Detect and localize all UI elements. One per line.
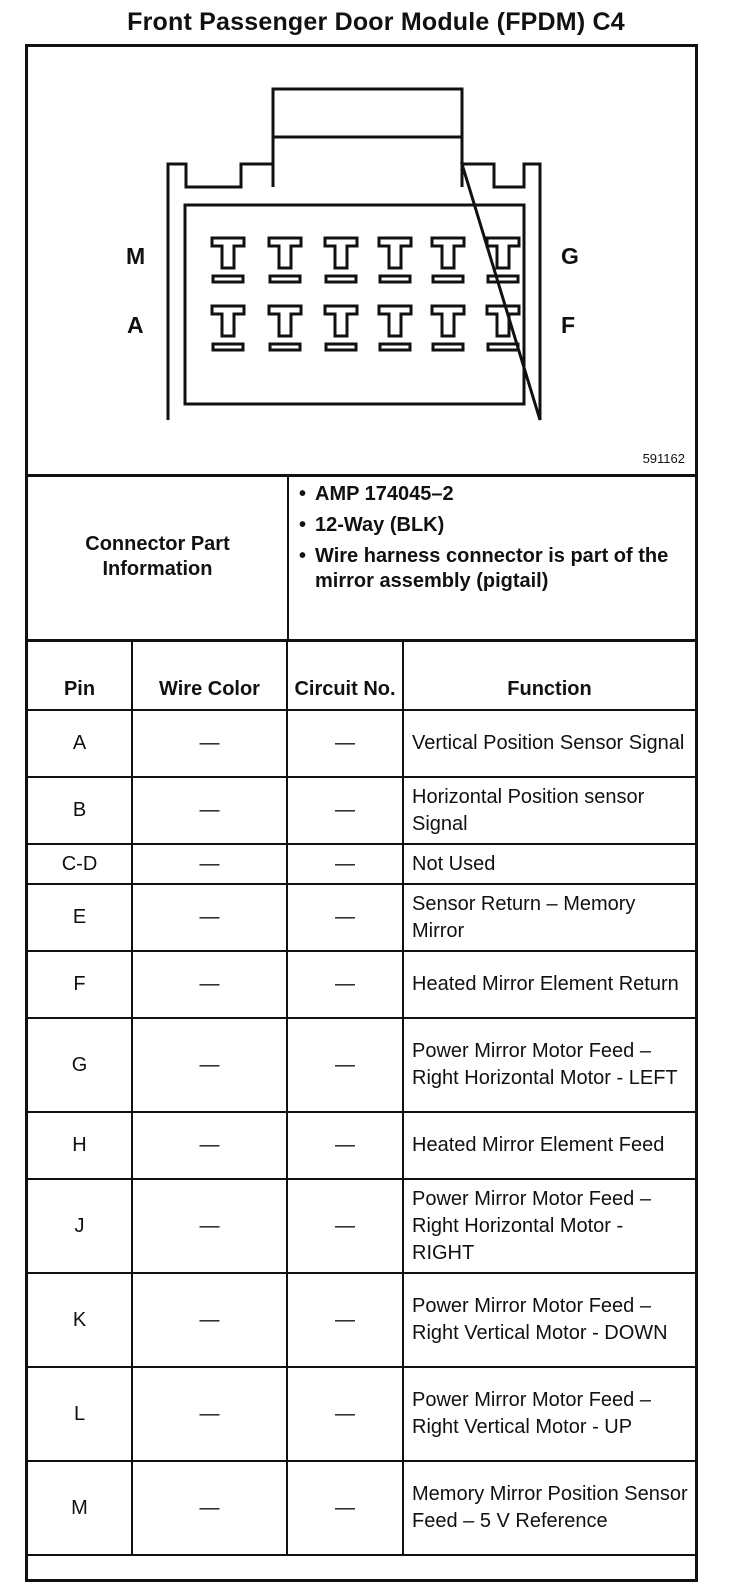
wire-color-cell: — [132, 710, 287, 777]
terminal-pin [325, 306, 357, 336]
wire-color-cell: — [132, 844, 287, 884]
connector-part-info-list [289, 482, 689, 600]
part-number: • AMP 174045–2 [289, 482, 689, 507]
pin-cell: H [28, 1112, 132, 1179]
circuit-cell: — [287, 1367, 403, 1461]
wire-color-cell: — [132, 777, 287, 844]
circuit-cell: — [287, 777, 403, 844]
wire-color-cell: — [132, 884, 287, 951]
header-pin: Pin [28, 640, 132, 710]
pin-cell: C-D [28, 844, 132, 884]
table-header-row [28, 640, 695, 710]
circuit-cell: — [287, 1018, 403, 1112]
connector-housing [168, 164, 540, 420]
terminal-bar [380, 276, 410, 282]
pin-cell: F [28, 951, 132, 1018]
circuit-cell: — [287, 1112, 403, 1179]
connector-part-info-label: Connector Part Information [28, 474, 289, 639]
pin-cell: L [28, 1367, 132, 1461]
label-pin-a: A [127, 312, 144, 338]
wire-color-cell: — [132, 1112, 287, 1179]
terminal-pin [379, 238, 411, 268]
table-row [28, 1367, 695, 1461]
circuit-cell: — [287, 710, 403, 777]
pin-cell: K [28, 1273, 132, 1367]
label-pin-f: F [561, 312, 576, 338]
header-circuit-no: Circuit No. [287, 640, 403, 710]
circuit-cell: — [287, 884, 403, 951]
wire-color-cell: — [132, 1018, 287, 1112]
table-row [28, 1112, 695, 1179]
terminal-bar [488, 276, 518, 282]
terminal-bar [433, 344, 463, 350]
function-cell: Vertical Position Sensor Signal [403, 710, 695, 777]
terminal-bar [488, 344, 518, 350]
function-cell: Heated Mirror Element Return [403, 951, 695, 1018]
circuit-cell: — [287, 844, 403, 884]
table-row [28, 844, 695, 884]
terminal-pin [269, 306, 301, 336]
terminal-bar [213, 344, 243, 350]
terminal-bar [380, 344, 410, 350]
terminal-pin [432, 238, 464, 268]
pin-cell: G [28, 1018, 132, 1112]
wire-color-cell: — [132, 1367, 287, 1461]
function-cell: Sensor Return – Memory Mirror [403, 884, 695, 951]
table-row [28, 1018, 695, 1112]
terminal-pin [379, 306, 411, 336]
function-cell: Horizontal Position sensor Signal [403, 777, 695, 844]
circuit-cell: — [287, 951, 403, 1018]
terminal-bar [270, 276, 300, 282]
pin-cell: E [28, 884, 132, 951]
connector-diagram [28, 47, 695, 477]
table-row [28, 710, 695, 777]
terminal-bar [326, 276, 356, 282]
connector-card [25, 44, 698, 1582]
table-row [28, 1179, 695, 1273]
terminal-pin [269, 238, 301, 268]
wire-color-cell: — [132, 951, 287, 1018]
function-cell: Power Mirror Motor Feed – Right Horizontal Motor - LEFT [403, 1018, 695, 1112]
terminal-pin [432, 306, 464, 336]
label-pin-m: M [126, 243, 146, 269]
header-function: Function [403, 640, 695, 710]
terminal-bar [433, 276, 463, 282]
harness-note: • Wire harness connector is part of the mirror assembly (pigtail) [289, 544, 689, 594]
label-pin-g: G [561, 243, 579, 269]
header-wire-color: Wire Color [132, 640, 287, 710]
function-cell: Not Used [403, 844, 695, 884]
function-cell: Memory Mirror Position Sensor Feed – 5 V Reference [403, 1461, 695, 1555]
function-cell: Power Mirror Motor Feed – Right Vertical Motor - UP [403, 1367, 695, 1461]
wire-color-cell: — [132, 1461, 287, 1555]
terminal-bar [213, 276, 243, 282]
wire-color-cell: — [132, 1273, 287, 1367]
table-row [28, 777, 695, 844]
figure-code: 591162 [642, 451, 685, 466]
terminal-pin [325, 238, 357, 268]
pin-cell: B [28, 777, 132, 844]
connector-part-info [28, 474, 695, 642]
table-row [28, 884, 695, 951]
table-row [28, 951, 695, 1018]
function-cell: Power Mirror Motor Feed – Right Horizontal Motor - RIGHT [403, 1179, 695, 1273]
pinout-table [28, 639, 695, 1556]
pin-cell: A [28, 710, 132, 777]
function-cell: Heated Mirror Element Feed [403, 1112, 695, 1179]
terminal-bar [270, 344, 300, 350]
pin-cell: J [28, 1179, 132, 1273]
table-row [28, 1273, 695, 1367]
connector-size: • 12-Way (BLK) [289, 513, 689, 538]
table-row [28, 1461, 695, 1555]
circuit-cell: — [287, 1461, 403, 1555]
terminal-pin [212, 306, 244, 336]
wire-color-cell: — [132, 1179, 287, 1273]
terminal-bar [326, 344, 356, 350]
circuit-cell: — [287, 1179, 403, 1273]
circuit-cell: — [287, 1273, 403, 1367]
pin-cell: M [28, 1461, 132, 1555]
terminal-grid [212, 238, 519, 350]
page-title: Front Passenger Door Module (FPDM) C4 [127, 8, 625, 36]
terminal-pin [212, 238, 244, 268]
function-cell: Power Mirror Motor Feed – Right Vertical Motor - DOWN [403, 1273, 695, 1367]
